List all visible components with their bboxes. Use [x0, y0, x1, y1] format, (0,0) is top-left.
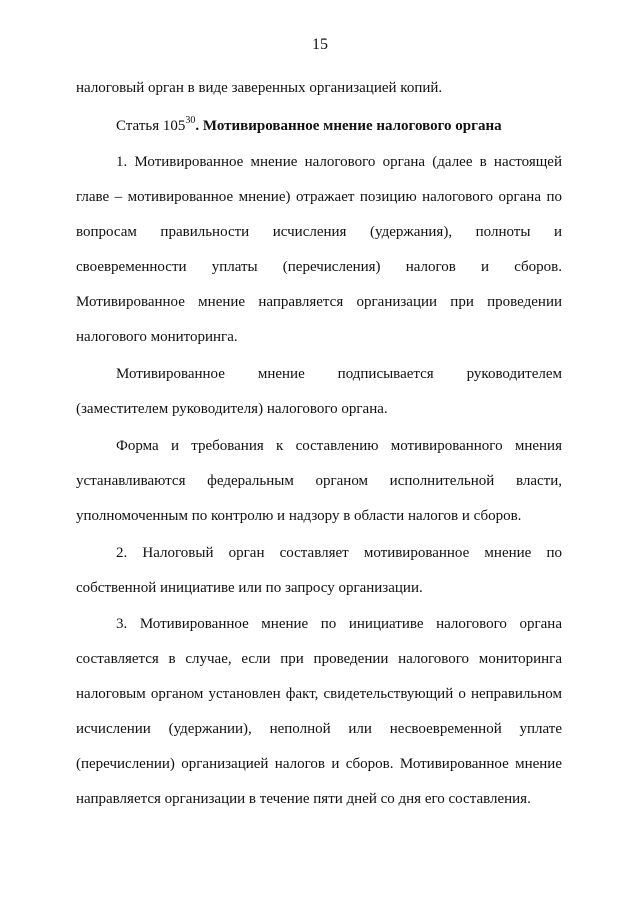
paragraph-3-line-1: Форма и требования к составлению мотивированного мнения	[116, 438, 562, 454]
paragraph-2-line-1: Мотивированное мнение подписывается руководителем	[116, 366, 562, 382]
paragraph-1-line-4: своевременности уплаты (перечисления) налогов и сборов.	[76, 259, 562, 275]
article-title: Мотивированное мнение налогового органа	[202, 118, 502, 134]
paragraph-5-line-4: исчислении (удержании), неполной или несвоевременной уплате	[76, 721, 562, 737]
article-number: Статья 105	[116, 118, 186, 134]
paragraph-1-line-6: налогового мониторинга.	[76, 329, 238, 345]
paragraph-3-line-3: уполномоченным по контролю и надзору в области налогов и сборов.	[76, 508, 522, 524]
text-line: налоговый орган в виде заверенных организацией копий.	[76, 80, 443, 96]
paragraph-4-line-1: 2. Налоговый орган составляет мотивированное мнение по	[116, 545, 562, 561]
paragraph-3-line-2: устанавливаются федеральным органом исполнительной власти,	[76, 473, 562, 489]
paragraph-5-line-3: налоговым органом установлен факт, свидетельствующий о неправильном	[76, 686, 562, 702]
paragraph-1-line-2: главе – мотивированное мнение) отражает позицию налогового органа по	[76, 189, 562, 205]
paragraph-5-line-2: составляется в случае, если при проведении налогового мониторинга	[76, 651, 562, 667]
paragraph-5-line-1: 3. Мотивированное мнение по инициативе налогового органа	[116, 616, 562, 632]
paragraph-1-line-1: 1. Мотивированное мнение налогового органа (далее в настоящей	[116, 154, 562, 170]
article-heading	[116, 116, 562, 136]
paragraph-4-line-2: собственной инициативе или по запросу организации.	[76, 580, 423, 596]
paragraph-2-line-2: (заместителем руководителя) налогового органа.	[76, 401, 388, 417]
paragraph-1-line-3: вопросам правильности исчисления (удержания), полноты и	[76, 224, 562, 240]
paragraph-1-line-5: Мотивированное мнение направляется организации при проведении	[76, 294, 562, 310]
paragraph-5-line-5: (перечислении) организацией налогов и сборов. Мотивированное мнение	[76, 756, 562, 772]
article-dot: .	[195, 118, 200, 134]
article-superscript: 30	[185, 115, 196, 126]
paragraph-5-line-6: направляется организации в течение пяти дней со дня его составления.	[76, 791, 531, 807]
page-number: 15	[312, 36, 328, 53]
